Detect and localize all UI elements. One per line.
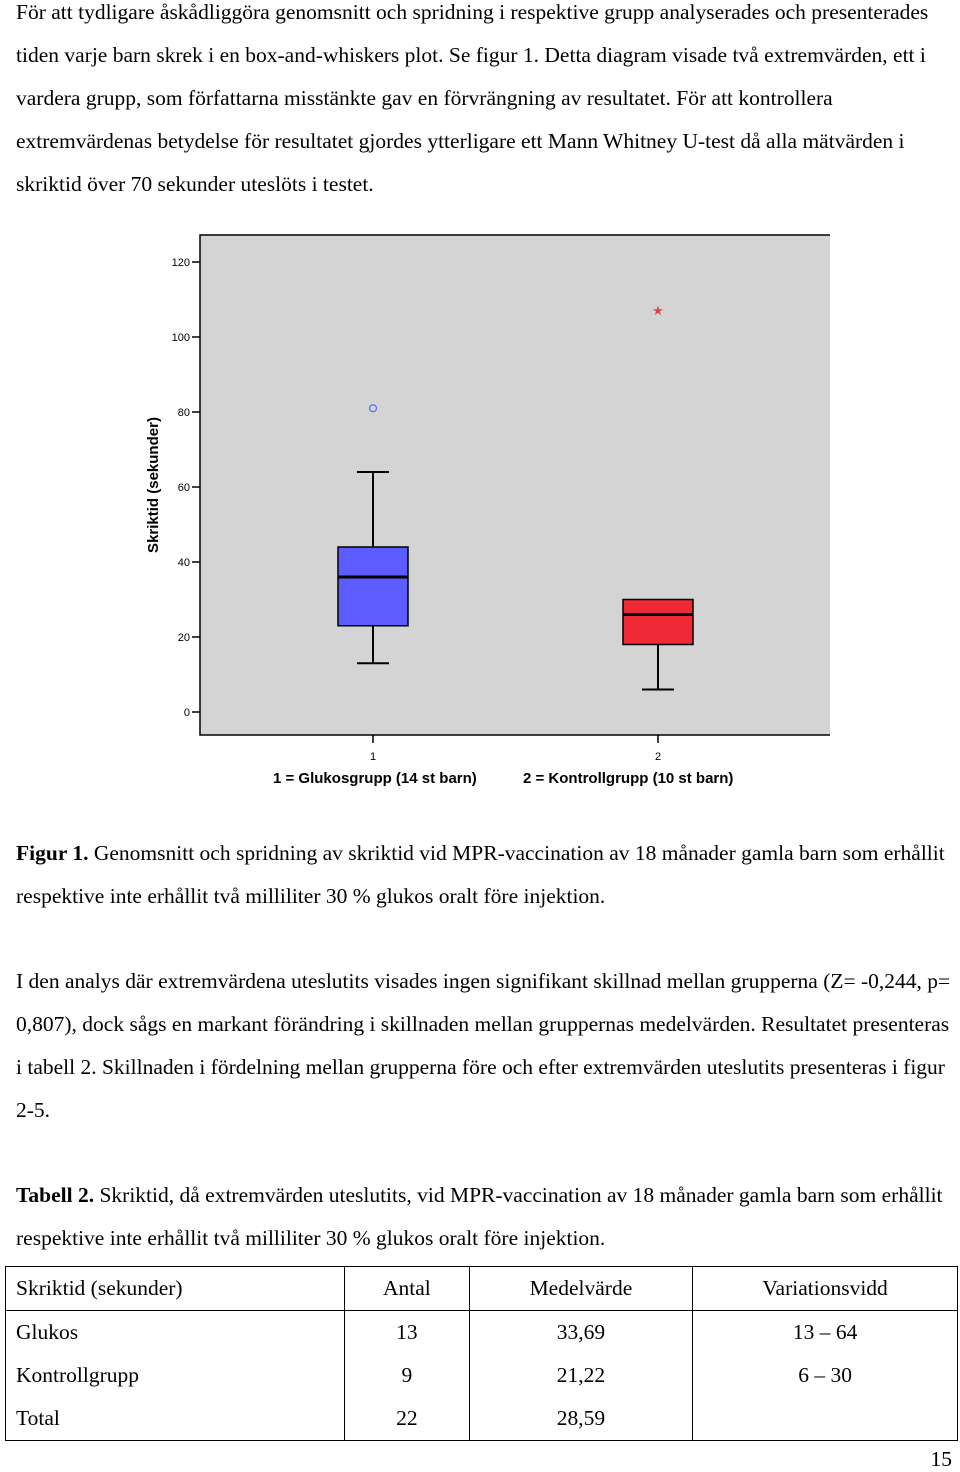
table-cell: Glukos [6, 1311, 345, 1355]
legend-group-2: 2 = Kontrollgrupp (10 st barn) [523, 770, 734, 787]
table-caption [16, 1174, 951, 1260]
x-tick-label: 2 [654, 751, 662, 763]
page-number: 15 [930, 1447, 952, 1471]
table-row [6, 1397, 958, 1441]
boxplot-chart [130, 225, 830, 800]
plot-area [200, 235, 830, 735]
table-cell: 28,59 [469, 1397, 693, 1441]
y-axis-label: Skriktid (sekunder) [145, 417, 162, 553]
table-cell: Kontrollgrupp [6, 1354, 345, 1397]
y-tick-label: 60 [177, 482, 190, 494]
table-header-cell: Medelvärde [469, 1267, 693, 1311]
table-header-row [6, 1267, 958, 1311]
box-1 [338, 547, 408, 626]
results-table [5, 1266, 958, 1441]
box-2 [623, 600, 693, 645]
y-tick-label: 40 [177, 557, 190, 569]
table-cell: 13 [345, 1311, 469, 1355]
table-header-cell: Antal [345, 1267, 469, 1311]
legend-group-1: 1 = Glukosgrupp (14 st barn) [273, 770, 477, 787]
table-header-cell: Variationsvidd [693, 1267, 958, 1311]
figure-caption-label: Figur 1. [16, 841, 89, 865]
y-tick-label: 0 [183, 707, 190, 719]
table-row [6, 1354, 958, 1397]
x-tick-label: 1 [369, 751, 377, 763]
y-tick-label: 100 [171, 332, 190, 344]
extreme-star-icon: ★ [652, 302, 664, 318]
table-cell: 13 – 64 [693, 1311, 958, 1355]
y-tick-label: 20 [177, 632, 190, 644]
table-cell: 22 [345, 1397, 469, 1441]
figure-caption [16, 832, 951, 918]
table-cell: 21,22 [469, 1354, 693, 1397]
table-cell: 6 – 30 [693, 1354, 958, 1397]
intro-paragraph: För att tydligare åskådliggöra genomsnitt och spridning i respektive grupp analyserades och presenterades tiden varje barn skrek i en box-and-whiskers plot. Se figur 1. Detta diagram visade två extremvärden, ett i vardera grupp, som författarna misstänkte gav en förvrängning av resultatet. För att kontrollera extremvärdenas betydelse för resultatet gjordes ytterligare ett Mann Whitney U-test då alla mätvärden i skriktid över 70 sekunder uteslöts i testet. [16, 0, 929, 196]
table-cell: 33,69 [469, 1311, 693, 1355]
y-tick-label: 120 [171, 257, 190, 269]
table-cell: 9 [345, 1354, 469, 1397]
table-cell: Total [6, 1397, 345, 1441]
table-caption-label: Tabell 2. [16, 1183, 95, 1207]
table-row [6, 1311, 958, 1355]
y-tick-label: 80 [177, 407, 190, 419]
table-header-cell: Skriktid (sekunder) [6, 1267, 345, 1311]
figure-caption-text: Genomsnitt och spridning av skriktid vid MPR-vaccination av 18 månader gamla barn som erhållit respektive inte erhållit två milliliter 30 % glukos oralt före injektion. [16, 841, 945, 908]
table-cell [693, 1397, 958, 1441]
table-caption-text: Skriktid, då extremvärden uteslutits, vid MPR-vaccination av 18 månader gamla barn som erhållit respektive inte erhållit två milliliter 30 % glukos oralt före injektion. [16, 1183, 943, 1250]
results-paragraph: I den analys där extremvärdena uteslutits visades ingen signifikant skillnad mellan grupperna (Z= -0,244, p= 0,807), dock sågs en markant förändring i skillnaden mellan gruppernas medelvärden. Resultatet presenteras i tabell 2. Skillnaden i fördelning mellan grupperna före och efter extremvärden uteslutits presenteras i figur 2-5. [16, 969, 951, 1122]
